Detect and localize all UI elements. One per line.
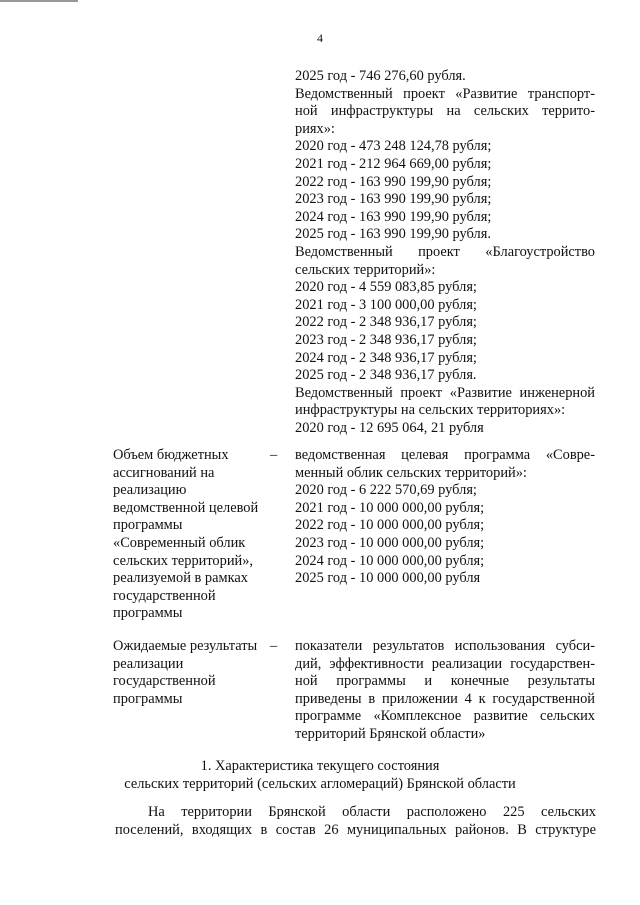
budget-label-line: реализуемой в рамках — [113, 570, 248, 587]
budget-label-line: ведомственной целевой — [113, 499, 259, 516]
funding-line: 2025 год - 746 276,60 рубля. — [295, 68, 466, 84]
budget-value-line: 2024 год - 10 000 000,00 рубля; — [295, 552, 485, 569]
budget-value-line: 2025 год - 10 000 000,00 рубля — [295, 570, 481, 587]
funding-line: 2020 год - 12 695 064, 21 рубля — [295, 420, 484, 436]
results-label-line: реализации — [113, 655, 184, 672]
page-number: 4 — [317, 31, 323, 45]
results-value-line: дий, эффективности реализации государствен- — [295, 655, 595, 672]
budget-label-line: «Современный облик — [113, 535, 246, 551]
funding-line: 2020 год - 473 248 124,78 рубля; — [295, 138, 492, 155]
results-value-line: показатели результатов использования субси- — [295, 638, 595, 654]
budget-label-line: программы — [113, 517, 183, 534]
funding-line: Ведомственный проект «Развитие транспорт- — [295, 85, 595, 102]
top-rule — [0, 0, 78, 2]
funding-line: 2022 год - 2 348 936,17 рубля; — [295, 314, 477, 331]
funding-line: Ведомственный проект «Развитие инженерной — [295, 384, 595, 401]
results-label-line: Ожидаемые результаты — [113, 638, 258, 654]
budget-value-line: 2022 год - 10 000 000,00 рубля; — [295, 517, 485, 534]
budget-label-line: ассигнований на — [113, 464, 215, 481]
funding-line: ной инфраструктуры на сельских террито- — [295, 103, 595, 120]
funding-line: 2025 год - 2 348 936,17 рубля. — [295, 367, 477, 384]
funding-line: 2021 год - 3 100 000,00 рубля; — [295, 296, 477, 313]
funding-line: риях»: — [295, 120, 335, 137]
funding-line: 2022 год - 163 990 199,90 рубля; — [295, 173, 492, 190]
budget-label-line: реализацию — [113, 482, 187, 499]
funding-line: 2023 год - 2 348 936,17 рубля; — [295, 332, 477, 348]
results-label-line: программы — [113, 690, 183, 707]
funding-line: 2021 год - 212 964 669,00 рубля; — [295, 156, 492, 172]
funding-line: 2025 год - 163 990 199,90 рубля. — [295, 226, 491, 243]
section-heading-line-2: сельских территорий (сельских агломераций) Брянской области — [124, 776, 516, 792]
funding-line: Ведомственный проект «Благоустройство — [295, 244, 595, 260]
body-paragraph-line-2: поселений, входящих в состав 26 муниципальных районов. В структуре — [115, 822, 596, 838]
results-row-dash: – — [270, 638, 278, 654]
budget-value-line: ведомственная целевая программа «Совре- — [295, 447, 595, 463]
budget-row-dash: – — [270, 447, 278, 463]
results-value-line: ной программы и конечные результаты — [295, 673, 595, 690]
funding-line: 2024 год - 163 990 199,90 рубля; — [295, 208, 492, 225]
funding-line: 2020 год - 4 559 083,85 рубля; — [295, 279, 477, 296]
budget-label-line: программы — [113, 605, 183, 622]
section-heading-line-1: 1. Характеристика текущего состояния — [200, 758, 440, 774]
budget-value-line: менный облик сельских территорий»: — [295, 464, 527, 481]
results-value-line: программе «Комплексное развитие сельских — [295, 708, 595, 725]
funding-line: сельских территорий»: — [295, 261, 436, 278]
budget-value-line: 2023 год - 10 000 000,00 рубля; — [295, 535, 485, 551]
budget-label-line: сельских территорий», — [113, 552, 254, 569]
budget-value-line: 2020 год - 6 222 570,69 рубля; — [295, 482, 477, 499]
funding-line: 2023 год - 163 990 199,90 рубля; — [295, 191, 492, 208]
budget-label-line: государственной — [113, 587, 216, 604]
body-paragraph-line-1: На территории Брянской области расположено 225 сельских — [148, 804, 596, 820]
results-value-line: территорий Брянской области» — [295, 726, 486, 742]
results-label-line: государственной — [113, 673, 216, 690]
funding-line: 2024 год - 2 348 936,17 рубля; — [295, 349, 477, 366]
budget-value-line: 2021 год - 10 000 000,00 рубля; — [295, 499, 485, 516]
funding-line: инфраструктуры на сельских территориях»: — [295, 402, 566, 419]
results-value-line: приведены в приложении 4 к государственной — [295, 690, 595, 707]
budget-label-line: Объем бюджетных — [113, 447, 229, 463]
